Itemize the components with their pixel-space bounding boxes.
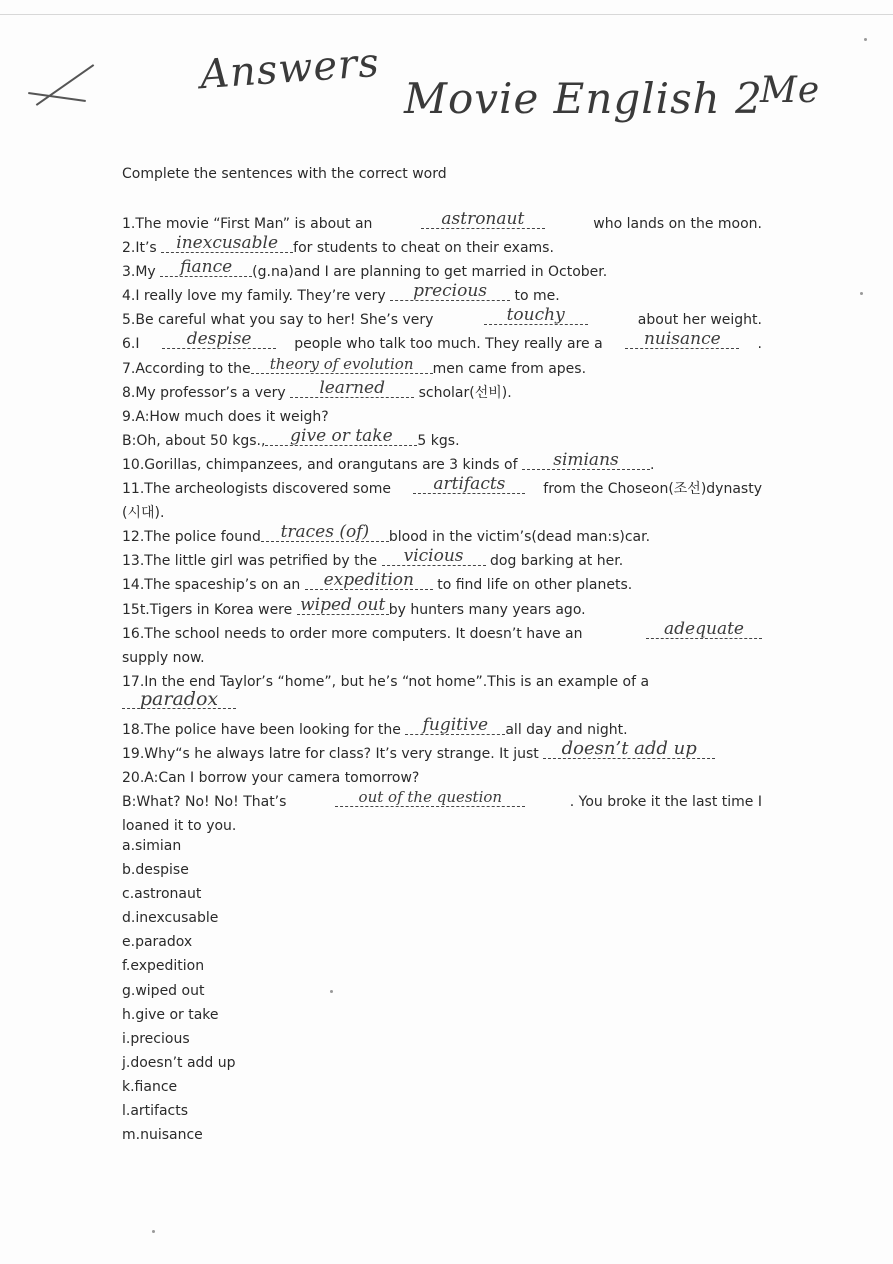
sentence-text: about her weight.	[633, 312, 762, 329]
scan-speck	[152, 1230, 155, 1233]
answer-blank: astronaut	[421, 210, 545, 229]
sentence-text: 3.My	[122, 264, 161, 281]
answer-blank: precious	[390, 282, 510, 301]
answer-blank: paradox	[122, 690, 236, 709]
word-bank-item: g.wiped out	[122, 982, 205, 999]
answer-blank: theory of evolution	[251, 355, 433, 374]
sentence-text: B:What? No! No! That’s	[122, 794, 291, 811]
sentence-text: people who talk too much. They really are a	[294, 336, 608, 353]
answer-blank: traces (of)	[261, 523, 389, 542]
word-bank-item: f.expedition	[122, 958, 205, 975]
sentence-13	[122, 546, 762, 573]
answer-blank: expedition	[305, 571, 433, 590]
sentence-11-cont	[122, 501, 762, 525]
answer-blank: fugitive	[405, 716, 505, 735]
sentence-8	[122, 377, 762, 405]
answer-blank: simians	[522, 451, 650, 470]
sentence-6	[122, 329, 762, 356]
sentence-text: 1.The movie “First Man” is about an	[122, 216, 377, 232]
pen-mark	[28, 92, 86, 102]
sentence-text: 12.The police found	[122, 529, 261, 546]
sentence-20b	[122, 790, 762, 814]
handwritten-me: Me	[760, 70, 821, 111]
sentence-text: 19.Why“s he always latre for class? It’s very strange. It just	[122, 746, 544, 763]
sentence-text: 14.The spaceship’s on an	[122, 577, 305, 594]
sentence-text: from the Choseon(조선)dynasty	[543, 481, 762, 498]
answer-blank: artifacts	[413, 475, 525, 494]
answer-blank: learned	[290, 379, 414, 398]
word-bank-item: i.precious	[122, 1030, 190, 1047]
sentence-7	[122, 354, 762, 381]
answer-blank: out of the question	[335, 788, 525, 807]
sentence-text: (g.na)and I are planning to get married in October.	[252, 264, 608, 281]
answer-blank: fiance	[160, 258, 252, 277]
word-bank-item: d.inexcusable	[122, 910, 219, 927]
word-bank-item: j.doesn’t add up	[122, 1054, 236, 1071]
sentence-text: by hunters many years ago.	[388, 601, 586, 618]
sentence-19	[122, 738, 762, 766]
answer-blank: adequate	[646, 620, 762, 639]
sentence-text: B:Oh, about 50 kgs.,	[122, 432, 266, 449]
answer-blank: touchy	[484, 306, 588, 325]
sentence-text: 4.I really love my family. They’re very	[122, 288, 391, 305]
sentence-text: 5.Be careful what you say to her! She’s very	[122, 312, 438, 329]
sentence-text: dog barking at her.	[485, 553, 624, 570]
sentence-text: 15t.Tigers in Korea were	[122, 601, 297, 618]
sentence-15	[122, 594, 762, 622]
sentence-text: . You broke it the last time I	[569, 794, 762, 811]
answer-blank: inexcusable	[161, 234, 293, 253]
scan-speck	[330, 990, 333, 993]
sentence-text: all day and night.	[505, 721, 628, 738]
sentence-text: 10.Gorillas, chimpanzees, and orangutans are 3 kinds of	[122, 456, 522, 473]
sentence-text: scholar(선비).	[414, 384, 512, 401]
word-bank-item: e.paradox	[122, 934, 193, 951]
sentence-4	[122, 281, 762, 308]
sentence-text: who lands on the moon.	[588, 216, 762, 232]
sentence-9a	[122, 405, 762, 429]
exercise-sentences	[122, 209, 762, 838]
sentence-text: 18.The police have been looking for the	[122, 721, 406, 738]
handwritten-course-title: Movie English 2	[404, 74, 763, 123]
sentence-text: .	[649, 456, 655, 473]
sentence-text: for students to cheat on their exams.	[293, 240, 554, 257]
word-bank-item: b.despise	[122, 862, 189, 879]
sentence-text: to find life on other planets.	[432, 577, 633, 594]
sentence-text: loaned it to you.	[122, 818, 237, 835]
scan-speck	[860, 292, 863, 295]
word-bank-item: h.give or take	[122, 1006, 219, 1023]
sentence-text: men came from apes.	[432, 360, 587, 377]
sentence-text: 6.I	[122, 336, 144, 353]
sentence-text: .	[757, 336, 762, 353]
word-bank	[122, 834, 236, 1147]
answer-blank: despise	[162, 330, 276, 349]
instructions: Complete the sentences with the correct word	[122, 166, 447, 182]
answer-blank: nuisance	[625, 330, 739, 349]
sentence-text: supply now.	[122, 649, 205, 666]
sentence-text: 8.My professor’s a very	[122, 384, 291, 401]
sentence-9b	[122, 425, 762, 453]
word-bank-item: k.fiance	[122, 1078, 178, 1095]
sentence-text: (시대).	[122, 505, 165, 522]
word-bank-item: l.artifacts	[122, 1103, 189, 1120]
sentence-text: to me.	[510, 288, 560, 305]
sentence-text: 20.A:Can I borrow your camera tomorrow?	[122, 770, 420, 787]
sentence-text: 16.The school needs to order more computers. It doesn’t have an	[122, 625, 587, 642]
answer-blank: doesn’t add up	[543, 740, 715, 759]
scan-edge-line	[0, 14, 893, 15]
word-bank-item: m.nuisance	[122, 1127, 203, 1144]
answer-blank: give or take	[265, 427, 417, 446]
sentence-text: 17.In the end Taylor’s “home”, but he’s “not home”.This is an example of a	[122, 673, 650, 690]
sentence-11	[122, 474, 762, 501]
sentence-text: 7.According to the	[122, 360, 251, 377]
handwritten-answers-title: Answers	[198, 39, 382, 99]
word-bank-item: a.simian	[122, 838, 182, 854]
sentence-text: 11.The archeologists discovered some	[122, 481, 396, 498]
word-bank-item: c.astronaut	[122, 886, 202, 903]
sentence-text: 2.It’s	[122, 240, 162, 257]
answer-blank: vicious	[382, 547, 486, 566]
sentence-16-cont	[122, 646, 762, 670]
answer-blank: wiped out	[297, 596, 389, 615]
sentence-text: 5 kgs.	[417, 432, 460, 449]
sentence-14	[122, 570, 762, 597]
sentence-16	[122, 618, 762, 646]
scan-speck	[864, 38, 867, 41]
sentence-20a	[122, 766, 762, 790]
sentence-text: blood in the victim’s(dead man:s)car.	[388, 529, 651, 546]
sentence-text: 13.The little girl was petrified by the	[122, 553, 382, 570]
sentence-text: 9.A:How much does it weigh?	[122, 408, 329, 425]
